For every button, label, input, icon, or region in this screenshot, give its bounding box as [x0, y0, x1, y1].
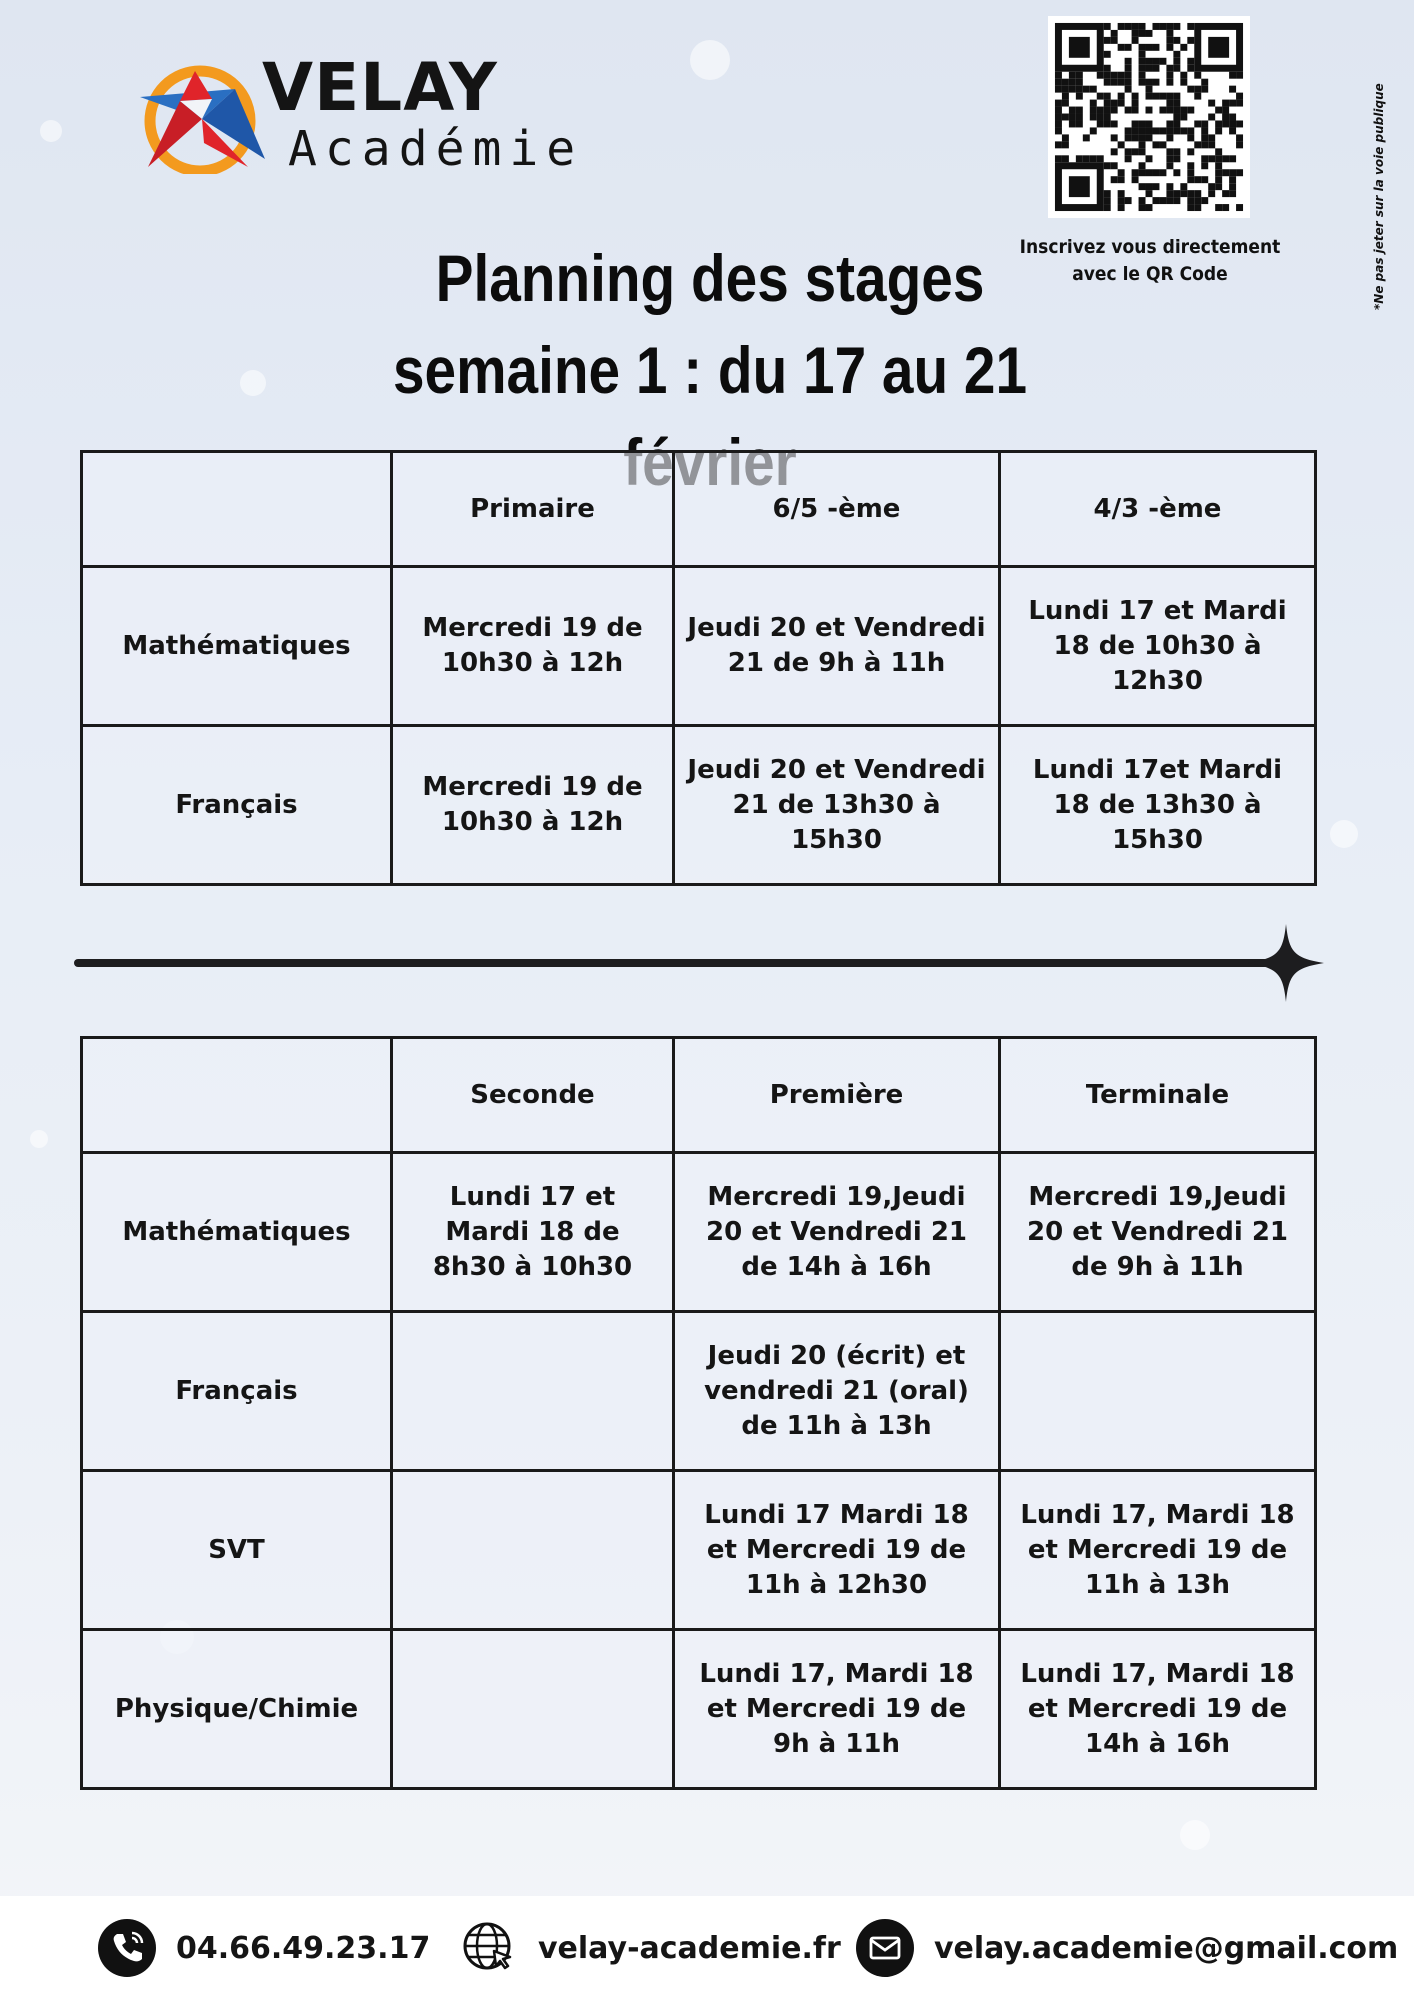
table-row — [82, 1153, 1316, 1312]
header-cell-empty — [82, 1038, 392, 1153]
schedule-cell: Lundi 17 et Mardi 18 de 10h30 à 12h30 — [1000, 567, 1316, 726]
schedule-cell: Lundi 17 Mardi 18 et Mercredi 19 de 11h à 12h30 — [674, 1471, 1000, 1630]
schedule-table-college — [80, 450, 1317, 886]
schedule-cell: Lundi 17, Mardi 18 et Mercredi 19 de 9h à 11h — [674, 1630, 1000, 1789]
schedule-cell — [392, 1471, 674, 1630]
subject-cell: Français — [82, 726, 392, 885]
envelope-icon — [856, 1919, 914, 1977]
schedule-cell: Mercredi 19,Jeudi 20 et Vendredi 21 de 9h à 11h — [1000, 1153, 1316, 1312]
title-line1: Planning des stages — [435, 241, 985, 315]
snowflake-dot — [240, 370, 266, 396]
header-cell-empty — [82, 452, 392, 567]
snowflake-dot — [40, 120, 62, 142]
table-row — [82, 1630, 1316, 1789]
globe-cursor-icon — [460, 1919, 518, 1977]
schedule-cell: Mercredi 19,Jeudi 20 et Vendredi 21 de 14h à 16h — [674, 1153, 1000, 1312]
footer-contact-bar — [0, 1896, 1414, 2000]
footer-phone[interactable] — [98, 1918, 430, 1978]
schedule-table-lycee — [80, 1036, 1317, 1790]
table-header-row — [82, 452, 1316, 567]
section-divider — [74, 959, 1274, 967]
schedule-cell — [1000, 1312, 1316, 1471]
header-cell-terminale: Terminale — [1000, 1038, 1316, 1153]
subject-cell: Français — [82, 1312, 392, 1471]
subject-cell: Physique/Chimie — [82, 1630, 392, 1789]
brand-name: VELAY — [262, 49, 498, 126]
qr-caption-line1: Inscrivez vous directement — [1019, 236, 1281, 258]
email-address: velay.academie@gmail.com — [934, 1930, 1399, 1966]
header-cell-6-5: 6/5 -ème — [674, 452, 1000, 567]
schedule-cell: Jeudi 20 et Vendredi 21 de 9h à 11h — [674, 567, 1000, 726]
schedule-cell: Lundi 17, Mardi 18 et Mercredi 19 de 11h à 13h — [1000, 1471, 1316, 1630]
schedule-cell: Lundi 17, Mardi 18 et Mercredi 19 de 14h à 16h — [1000, 1630, 1316, 1789]
phone-number: 04.66.49.23.17 — [176, 1930, 431, 1966]
schedule-cell — [392, 1312, 674, 1471]
table-row — [82, 1471, 1316, 1630]
schedule-cell: Mercredi 19 de 10h30 à 12h — [392, 567, 674, 726]
table-header-row — [82, 1038, 1316, 1153]
snowflake-dot — [1330, 820, 1358, 848]
snowflake-dot — [1180, 1820, 1210, 1850]
header-cell-primaire: Primaire — [392, 452, 674, 567]
schedule-cell: Mercredi 19 de 10h30 à 12h — [392, 726, 674, 885]
brand-subname: Académie — [288, 121, 584, 177]
footer-email[interactable] — [856, 1918, 1398, 1978]
side-note: *Ne pas jeter sur la voie publique — [1372, 83, 1386, 310]
qr-caption-line2: avec le QR Code — [1072, 263, 1228, 285]
subject-cell: Mathématiques — [82, 1153, 392, 1312]
header-cell-4-3: 4/3 -ème — [1000, 452, 1316, 567]
brand-logo — [140, 49, 584, 180]
subject-cell: SVT — [82, 1471, 392, 1630]
phone-icon — [98, 1919, 156, 1977]
snowflake-dot — [30, 1130, 48, 1148]
table-row — [82, 567, 1316, 726]
qr-code — [1048, 16, 1250, 218]
schedule-cell: Jeudi 20 (écrit) et vendredi 21 (oral) de 11h à 13h — [674, 1312, 1000, 1471]
website-link: velay-academie.fr — [538, 1930, 841, 1966]
footer-website[interactable] — [460, 1918, 841, 1978]
schedule-cell: Lundi 17et Mardi 18 de 13h30 à 15h30 — [1000, 726, 1316, 885]
title-line2: semaine 1 : du 17 au 21 — [392, 333, 1028, 407]
schedule-cell: Jeudi 20 et Vendredi 21 de 13h30 à 15h30 — [674, 726, 1000, 885]
snowflake-dot — [690, 40, 730, 80]
header-cell-seconde: Seconde — [392, 1038, 674, 1153]
schedule-cell — [392, 1630, 674, 1789]
table-row — [82, 726, 1316, 885]
four-point-star-icon — [1248, 924, 1324, 1002]
header-cell-premiere: Première — [674, 1038, 1000, 1153]
schedule-cell: Lundi 17 et Mardi 18 de 8h30 à 10h30 — [392, 1153, 674, 1312]
table-row — [82, 1312, 1316, 1471]
velay-star-logo-icon — [140, 59, 265, 174]
subject-cell: Mathématiques — [82, 567, 392, 726]
